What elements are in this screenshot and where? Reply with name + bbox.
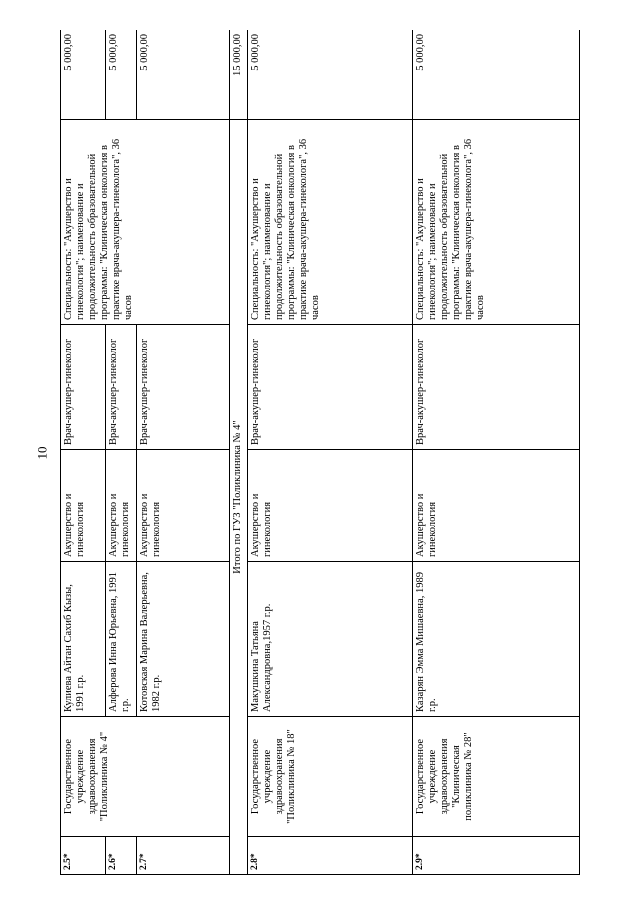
- specialty-cell: Акушерство и гинекология: [61, 450, 106, 562]
- specialty-cell: Акушерство и гинекология: [106, 450, 137, 562]
- program-cell: Специальность: "Акушерство и гинекология"; наименование и продолжительность образовательной программы: "Клиническая онкология в практике врача-акушера-гинеколога", 36 часов: [412, 120, 579, 325]
- amount-cell: 5 000,00: [412, 30, 579, 120]
- amount-cell: 5 000,00: [106, 30, 137, 120]
- row-number: 2.8*: [247, 837, 412, 875]
- row-number: 2.5*: [61, 837, 106, 875]
- total-row: [230, 30, 248, 875]
- person-cell: Казарян Эмма Мишаевна, 1989 г.р.: [412, 562, 579, 717]
- amount-cell: 5 000,00: [247, 30, 412, 120]
- position-cell: Врач-акушер-гинеколог: [412, 325, 579, 450]
- registry-table: [60, 30, 580, 875]
- specialty-cell: Акушерство и гинекология: [137, 450, 230, 562]
- specialty-cell: Акушерство и гинекология: [412, 450, 579, 562]
- person-cell: Котовская Марина Валерьевна, 1982 г.р.: [137, 562, 230, 717]
- amount-cell: 5 000,00: [61, 30, 106, 120]
- table-row: [61, 30, 106, 875]
- page-number: 10: [34, 446, 50, 460]
- position-cell: Врач-акушер-гинеколог: [61, 325, 106, 450]
- person-cell: Макушкина Татьяна Александровна,1957 г.р.: [247, 562, 412, 717]
- table-row: [247, 30, 412, 875]
- specialty-cell: Акушерство и гинекология: [247, 450, 412, 562]
- institution-cell: Государственное учреждение здравоохранения "Клиническая поликлиника № 28": [412, 717, 579, 837]
- row-number: 2.7*: [137, 837, 230, 875]
- amount-cell: 5 000,00: [137, 30, 230, 120]
- position-cell: Врач-акушер-гинеколог: [106, 325, 137, 450]
- total-amount: 15 000,00: [230, 30, 248, 120]
- position-cell: Врач-акушер-гинеколог: [137, 325, 230, 450]
- person-cell: Алферова Инна Юрьевна, 1991 г.р.: [106, 562, 137, 717]
- table-row: [412, 30, 579, 875]
- program-cell: Специальность: "Акушерство и гинекология"; наименование и продолжительность образовательной программы: "Клиническая онкология в практике врача-акушера-гинеколога", 36 часов: [61, 120, 230, 325]
- table-container: [60, 30, 580, 875]
- total-label: Итого по ГУЗ "Поликлиника № 4": [230, 120, 248, 875]
- row-number: 2.9*: [412, 837, 579, 875]
- rotated-table-frame: [60, 30, 580, 875]
- program-cell: Специальность: "Акушерство и гинекология"; наименование и продолжительность образовательной программы: "Клиническая онкология в практике врача-акушера-гинеколога", 36 часов: [247, 120, 412, 325]
- row-number: 2.6*: [106, 837, 137, 875]
- person-cell: Кулиева Айтан Сахиб Кызы, 1991 г.р.: [61, 562, 106, 717]
- institution-cell: Государственное учреждение здравоохранения "Поликлиника № 4": [61, 717, 230, 837]
- position-cell: Врач-акушер-гинеколог: [247, 325, 412, 450]
- institution-cell: Государственное учреждение здравоохранения "Поликлиника № 18": [247, 717, 412, 837]
